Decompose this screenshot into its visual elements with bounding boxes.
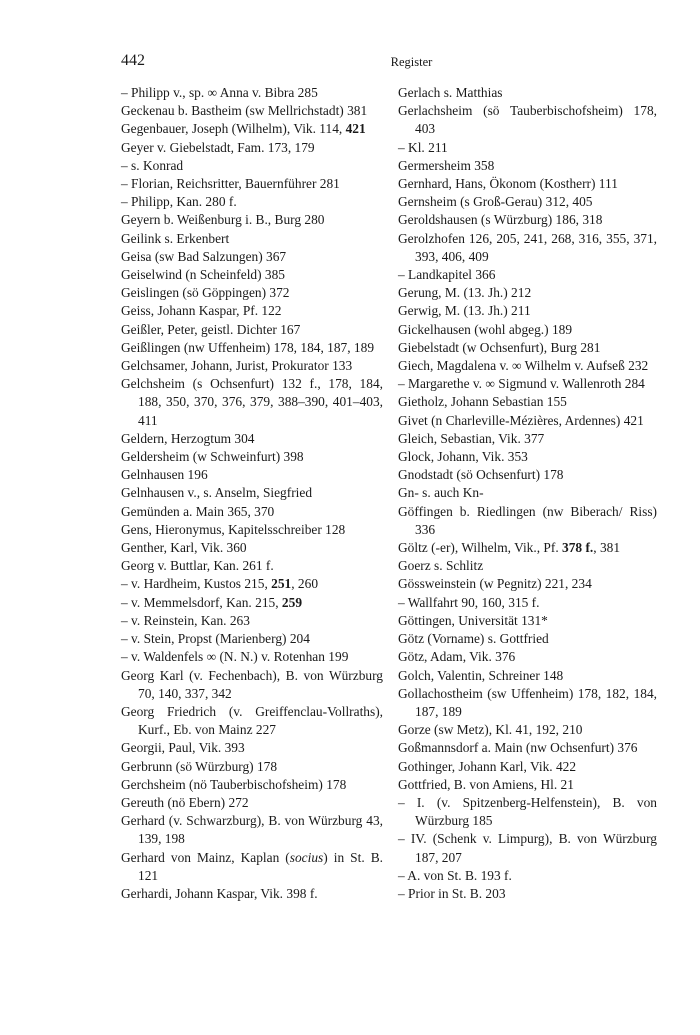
entry-bold-page: 378 f. — [562, 540, 594, 556]
entry-text-after: , 381 — [593, 540, 621, 556]
entry-text: Georg Karl (v. Fechenbach), B. von Würzburg 70, 140, 337, 342 — [121, 667, 383, 701]
index-entry — [121, 339, 383, 357]
index-entry — [398, 667, 657, 685]
entry-text: – I. (v. Spitzenberg-Helfenstein), B. von Würzburg 185 — [398, 794, 657, 829]
index-entry — [398, 867, 657, 885]
entry-text: Georg v. Buttlar, Kan. 261 f. — [121, 558, 274, 574]
index-entry — [398, 102, 657, 138]
entry-text: Geyern b. Weißenburg i. B., Burg 280 — [121, 212, 325, 228]
entry-text: Gietholz, Johann Sebastian 155 — [398, 394, 567, 410]
entry-text-after: ) in St. B. 121 — [138, 849, 383, 883]
entry-text: Geißler, Peter, geistl. Dichter 167 — [121, 321, 301, 337]
index-entry — [121, 557, 383, 575]
entry-text: Gerbrunn (sö Würzburg) 178 — [121, 758, 278, 774]
index-entry — [398, 685, 657, 721]
entry-text: Goßmannsdorf a. Main (nw Ochsenfurt) 376 — [398, 740, 638, 756]
index-entry — [398, 885, 657, 903]
index-entry — [121, 594, 383, 612]
index-entry — [121, 703, 383, 739]
index-entry — [121, 102, 383, 120]
entry-text: Geiss, Johann Kaspar, Pf. 122 — [121, 303, 282, 319]
entry-text: Gerhard von Mainz, Kaplan ( — [121, 849, 290, 865]
index-entry — [121, 230, 383, 248]
index-entry — [398, 375, 657, 393]
index-entry — [121, 758, 383, 776]
entry-text: – v. Waldenfels ∞ (N. N.) v. Rotenhan 199 — [121, 649, 349, 665]
entry-italic-term: socius — [289, 849, 324, 865]
entry-text: – A. von St. B. 193 f. — [398, 867, 512, 883]
entry-text: Göltz (-er), Wilhelm, Vik., Pf. — [398, 540, 563, 556]
index-entry — [398, 448, 657, 466]
index-column-left — [121, 84, 383, 903]
index-entry — [398, 539, 657, 557]
index-entry — [398, 575, 657, 593]
index-entry — [121, 739, 383, 757]
entry-text: Geckenau b. Bastheim (sw Mellrichstadt) 381 — [121, 103, 368, 119]
entry-text: Gleich, Sebastian, Vik. 377 — [398, 430, 545, 446]
entry-text: – Wallfahrt 90, 160, 315 f. — [398, 594, 540, 610]
index-entry — [121, 193, 383, 211]
entry-text: Gerung, M. (13. Jh.) 212 — [398, 285, 532, 301]
index-entry — [121, 630, 383, 648]
entry-text: Gernhard, Hans, Ökonom (Kostherr) 111 — [398, 176, 618, 192]
entry-text: Georgii, Paul, Vik. 393 — [121, 740, 245, 756]
index-entry — [121, 266, 383, 284]
index-entry — [121, 302, 383, 320]
entry-text: Gnodstadt (sö Ochsenfurt) 178 — [398, 467, 564, 483]
entry-text: Gickelhausen (wohl abgeg.) 189 — [398, 321, 573, 337]
index-entry — [398, 193, 657, 211]
index-entry — [121, 175, 383, 193]
index-entry — [398, 393, 657, 411]
entry-text: Gegenbauer, Joseph (Wilhelm), Vik. 114, — [121, 121, 346, 137]
entry-text: Gössweinstein (w Pegnitz) 221, 234 — [398, 576, 592, 592]
index-entry — [121, 612, 383, 630]
index-entry — [398, 557, 657, 575]
entry-bold-page: 251 — [271, 576, 292, 592]
entry-text: Givet (n Charleville-Mézières, Ardennes) 421 — [398, 412, 644, 428]
index-entry — [121, 157, 383, 175]
entry-text: Gelnhausen 196 — [121, 467, 208, 483]
entry-text: Gerhard (v. Schwarzburg), B. von Würzburg 43, 139, 198 — [121, 813, 383, 847]
entry-text: Gerhardi, Johann Kaspar, Vik. 398 f. — [121, 885, 318, 901]
running-head: Register — [390, 55, 433, 69]
index-entry — [121, 357, 383, 375]
index-entry — [398, 503, 657, 539]
entry-text: Geiselwind (n Scheinfeld) 385 — [121, 267, 285, 283]
index-entry — [398, 612, 657, 630]
entry-text: – IV. (Schenk v. Limpurg), B. von Würzburg 187, 207 — [398, 831, 657, 865]
entry-text: Geldersheim (w Schweinfurt) 398 — [121, 449, 304, 465]
index-entry — [121, 539, 383, 557]
index-entry — [398, 357, 657, 375]
entry-text: Geisa (sw Bad Salzungen) 367 — [121, 248, 287, 264]
index-entry — [121, 139, 383, 157]
index-entry — [398, 430, 657, 448]
entry-text: – Philipp, Kan. 280 f. — [121, 194, 237, 210]
index-entry — [121, 248, 383, 266]
entry-text: Göffingen b. Riedlingen (nw Biberach/ Riss) 336 — [398, 503, 657, 537]
index-entry — [398, 339, 657, 357]
index-entry — [398, 412, 657, 430]
index-entry — [398, 830, 657, 866]
entry-text: Geldern, Herzogtum 304 — [121, 430, 255, 446]
entry-text: Geyer v. Giebelstadt, Fam. 173, 179 — [121, 139, 315, 155]
entry-text: Gelchsamer, Johann, Jurist, Prokurator 133 — [121, 358, 353, 374]
index-entry — [398, 175, 657, 193]
page-number: 442 — [121, 52, 145, 69]
entry-text: Geislingen (sö Göppingen) 372 — [121, 285, 290, 301]
index-entry — [398, 230, 657, 266]
index-entry — [398, 139, 657, 157]
index-entry — [398, 84, 657, 102]
entry-text: – v. Hardheim, Kustos 215, — [121, 576, 272, 592]
index-entry — [121, 430, 383, 448]
entry-text: Gerwig, M. (13. Jh.) 211 — [398, 303, 531, 319]
entry-text: Geroldshausen (s Würzburg) 186, 318 — [398, 212, 603, 228]
entry-text: Georg Friedrich (v. Greiffenclau-Vollraths), Kurf., Eb. von Mainz 227 — [121, 703, 383, 738]
entry-text: Gens, Hieronymus, Kapitelsschreiber 128 — [121, 521, 346, 537]
entry-text: Golch, Valentin, Schreiner 148 — [398, 667, 564, 683]
entry-text: – Margarethe v. ∞ Sigmund v. Wallenroth 284 — [398, 376, 645, 392]
index-entry — [121, 321, 383, 339]
entry-text: Götz, Adam, Vik. 376 — [398, 649, 516, 665]
index-entry — [398, 721, 657, 739]
entry-text: – s. Konrad — [121, 157, 184, 173]
entry-text: Gollachostheim (sw Uffenheim) 178, 182, 184, 187, 189 — [398, 685, 657, 719]
entry-text: Geilink s. Erkenbert — [121, 230, 230, 246]
entry-text-after: , 260 — [291, 576, 319, 592]
entry-text: Genther, Karl, Vik. 360 — [121, 540, 247, 556]
entry-text: – Landkapitel 366 — [398, 267, 496, 283]
index-entry — [398, 648, 657, 666]
entry-text: Gereuth (nö Ebern) 272 — [121, 794, 249, 810]
entry-text: Gorze (sw Metz), Kl. 41, 192, 210 — [398, 722, 583, 738]
index-entry — [398, 739, 657, 757]
index-entry — [121, 667, 383, 703]
index-entry — [121, 84, 383, 102]
index-entry — [121, 448, 383, 466]
index-entry — [398, 630, 657, 648]
index-entry — [121, 484, 383, 502]
index-entry — [121, 211, 383, 229]
entry-text: Gemünden a. Main 365, 370 — [121, 503, 275, 519]
index-entry — [121, 648, 383, 666]
index-entry — [121, 503, 383, 521]
index-entry — [121, 466, 383, 484]
index-entry — [398, 794, 657, 830]
entry-text: Glock, Johann, Vik. 353 — [398, 449, 528, 465]
entry-text: Gerlach s. Matthias — [398, 85, 503, 100]
entry-text: Götz (Vorname) s. Gottfried — [398, 631, 549, 647]
index-entry — [398, 302, 657, 320]
entry-text: Giech, Magdalena v. ∞ Wilhelm v. Aufseß 232 — [398, 358, 649, 374]
index-entry — [121, 521, 383, 539]
entry-text: Germersheim 358 — [398, 157, 495, 173]
index-entry — [121, 776, 383, 794]
entry-text: Gerlachsheim (sö Tauberbischofsheim) 178, 403 — [398, 103, 657, 137]
entry-text: Geißlingen (nw Uffenheim) 178, 184, 187, 189 — [121, 339, 375, 355]
entry-text: – v. Stein, Propst (Marienberg) 204 — [121, 631, 310, 647]
index-entry — [121, 575, 383, 593]
entry-text: Giebelstadt (w Ochsenfurt), Burg 281 — [398, 339, 601, 355]
index-entry — [121, 284, 383, 302]
index-entry — [398, 266, 657, 284]
index-entry — [398, 466, 657, 484]
entry-text: – Florian, Reichsritter, Bauernführer 281 — [121, 176, 340, 192]
index-entry — [121, 849, 383, 885]
page-header — [121, 52, 662, 72]
entry-text: Gelnhausen v., s. Anselm, Siegfried — [121, 485, 313, 501]
index-entry — [121, 794, 383, 812]
index-entry — [398, 594, 657, 612]
entry-text: Gerolzhofen 126, 205, 241, 268, 316, 355, 371, 393, 406, 409 — [398, 230, 657, 264]
index-entry — [398, 211, 657, 229]
index-entry — [398, 284, 657, 302]
entry-text: – v. Memmelsdorf, Kan. 215, — [121, 594, 282, 610]
entry-text: Goerz s. Schlitz — [398, 558, 484, 574]
entry-bold-page: 421 — [345, 121, 366, 137]
index-entry — [398, 776, 657, 794]
index-column-right — [398, 84, 657, 903]
index-entry — [121, 375, 383, 430]
entry-text: – Prior in St. B. 203 — [398, 885, 506, 901]
entry-bold-page: 259 — [281, 594, 303, 610]
entry-text: Gn- s. auch Kn- — [398, 485, 484, 501]
index-entry — [121, 120, 383, 138]
index-entry — [121, 812, 383, 848]
entry-text: Gelchsheim (s Ochsenfurt) 132 f., 178, 184, 188, 350, 370, 376, 379, 388–390, 401–403, 411 — [121, 376, 383, 428]
entry-text: Gothinger, Johann Karl, Vik. 422 — [398, 758, 577, 774]
entry-text: Gerchsheim (nö Tauberbischofsheim) 178 — [121, 776, 347, 792]
index-entry — [398, 321, 657, 339]
index-entry — [121, 885, 383, 903]
entry-text: Göttingen, Universität 131* — [398, 612, 548, 628]
entry-text: – Kl. 211 — [398, 139, 448, 155]
entry-text: Gottfried, B. von Amiens, Hl. 21 — [398, 776, 574, 792]
entry-text: – Philipp v., sp. ∞ Anna v. Bibra 285 — [121, 85, 318, 100]
index-entry — [398, 758, 657, 776]
index-entry — [398, 484, 657, 502]
entry-text: – v. Reinstein, Kan. 263 — [121, 612, 250, 628]
index-entry — [398, 157, 657, 175]
entry-text: Gernsheim (s Groß-Gerau) 312, 405 — [398, 194, 593, 210]
